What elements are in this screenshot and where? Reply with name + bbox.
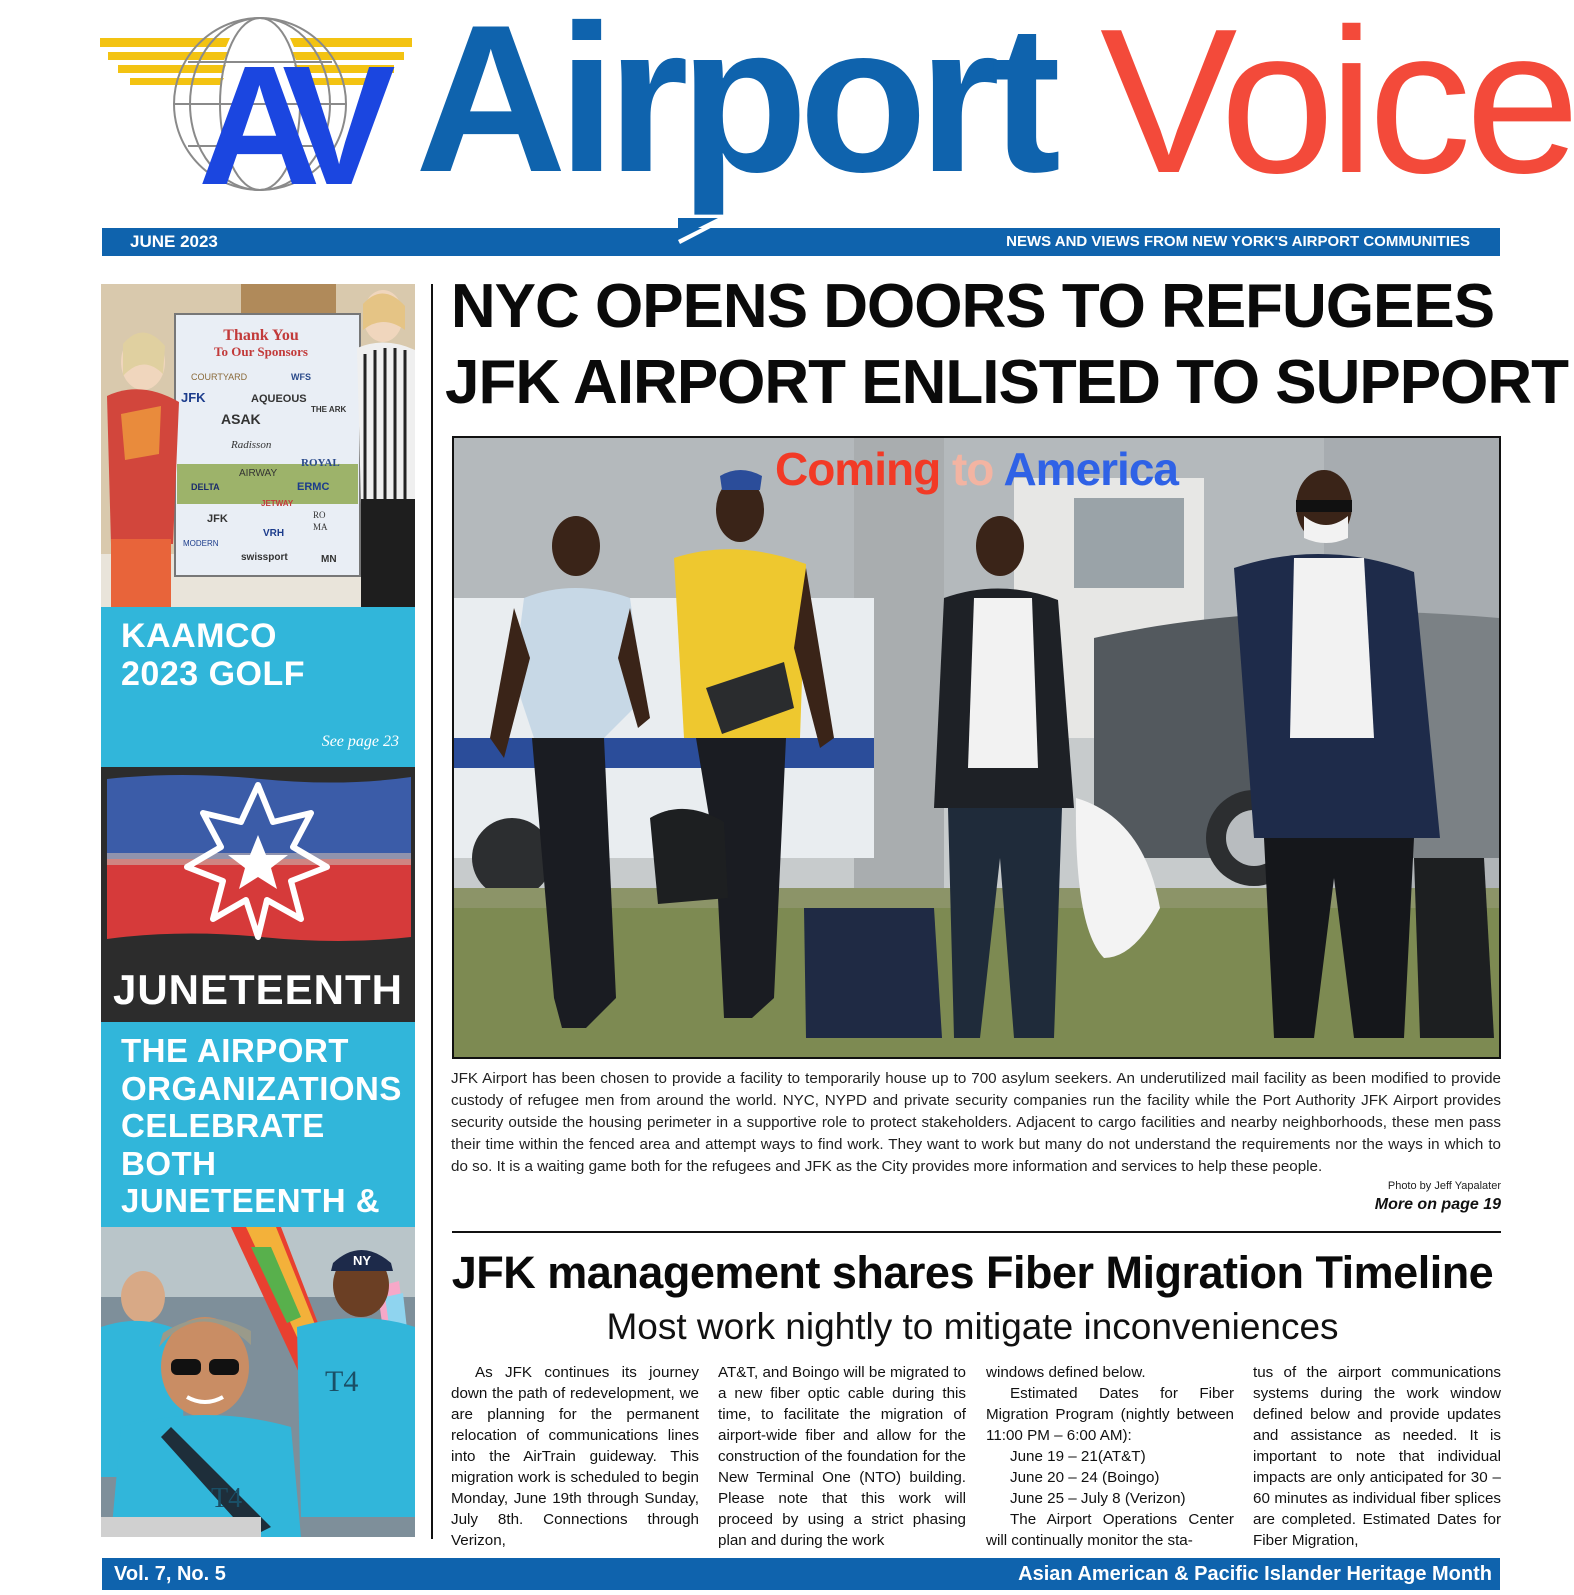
- svg-text:JFK: JFK: [181, 390, 206, 405]
- svg-text:MODERN: MODERN: [183, 539, 219, 548]
- juneteenth-headline: THE AIRPORT ORGANIZATIONS CELEBRATE BOTH JUNETEENTH &: [121, 1032, 402, 1219]
- masthead-title-airport: Airport: [415, 0, 1052, 216]
- issue-date: JUNE 2023: [130, 232, 218, 251]
- pride-photo: [101, 1227, 415, 1537]
- svg-text:AIRWAY: AIRWAY: [239, 468, 278, 479]
- svg-text:NY: NY: [353, 1253, 372, 1268]
- kaamco-photo: [101, 284, 415, 607]
- date-item: June 25 – July 8 (Verizon): [1010, 1490, 1186, 1507]
- lead-headline-line1: NYC OPENS DOORS TO REFUGEES: [450, 272, 1495, 341]
- lead-photo-caption: JFK Airport has been chosen to provide a facility to temporarily house up to 700 asylum seekers. An underutilized mail facility as been modified to provide custody of refugee men from around the world. NYC, NYPD and private security companies run the facility while the Port Authority JFK Airport provides security outside the housing perimeter in a supportive role to protect stakeholders. Adjacent to cargo facilities and nearby neighborhoods, these men pass their time within the fenced area and attempt ways to find work. They want to work but many do not understand the requirements nor the ways in which to do so. It is a waiting game both for the refugees and JFK as the City provides more information and services to help these people.: [451, 1070, 1501, 1175]
- photo-credit: Photo by Jeff Yapalater: [1387, 1180, 1501, 1192]
- svg-text:JETWAY: JETWAY: [261, 499, 294, 508]
- lead-photo: [452, 436, 1501, 1059]
- story-divider: [452, 1231, 1501, 1233]
- juneteenth-panel: [101, 1022, 415, 1227]
- story-column-1: As JFK continues its journey down the path of redevelopment, we are planning for the permanent relocation of communications lines into the AirTrain guideway. This migration work is scheduled to begin Monday, June 19th through Sunday, July 8th. Connections through Verizon,: [451, 1364, 699, 1549]
- svg-text:WFS: WFS: [291, 372, 311, 382]
- svg-text:AQUEOUS: AQUEOUS: [251, 393, 307, 405]
- svg-text:DELTA: DELTA: [191, 482, 220, 492]
- date-item: June 19 – 21(AT&T): [1010, 1448, 1146, 1465]
- juneteenth-wordmark: JUNETEENTH: [112, 966, 404, 1013]
- svg-text:swissport: swissport: [241, 552, 288, 563]
- story-title: JFK management shares Fiber Migration Timeline: [451, 1247, 1494, 1298]
- volume-number: Vol. 7, No. 5: [114, 1563, 226, 1585]
- tagline: NEWS AND VIEWS FROM NEW YORK'S AIRPORT COMMUNITIES: [1006, 233, 1470, 250]
- lead-headline-line2: JFK AIRPORT ENLISTED TO SUPPORT: [445, 348, 1568, 417]
- heritage-month: Asian American & Pacific Islander Heritage Month: [1018, 1563, 1492, 1585]
- story-column-2: AT&T, and Boingo will be migrated to a new fiber optic cable during this time, to facilitate the migration of airport-wide fiber and allow for the construction of the foundation for the New Terminal One (NTO) building. Please note that this work will proceed by using a strict phasing plan and during the work: [718, 1364, 966, 1549]
- svg-text:AV: AV: [198, 31, 370, 221]
- coming-to-america-banner: Coming to America: [774, 443, 1179, 495]
- story-column-3: windows defined below. Estimated Dates for Fiber Migration Program (nightly between 11:00 PM – 6:00 AM): June 19 – 21(AT&T) June 20 – 24 (Boingo) June 25 – July 8 (Verizon) The Airport Operations Center will continually monitor the sta-: [986, 1364, 1234, 1549]
- see-page-link[interactable]: See page 23: [321, 733, 399, 750]
- svg-text:T4: T4: [325, 1365, 359, 1398]
- svg-text:ROYAL: ROYAL: [301, 457, 340, 469]
- more-on-page-link[interactable]: More on page 19: [1374, 1196, 1501, 1213]
- svg-text:MN: MN: [321, 554, 337, 565]
- svg-text:To Our Sponsors: To Our Sponsors: [214, 344, 308, 359]
- svg-text:ERMC: ERMC: [297, 481, 330, 493]
- story-column-4: tus of the airport communications systems during the work window defined below and provide updates and assistance as needed. It is important to note that individual impacts are only anticipated for 30 – 60 minutes as individual fiber splices are completed. Estimated Dates for Fiber Migration,: [1253, 1364, 1501, 1549]
- sponsor-board: [175, 314, 360, 576]
- svg-text:COURTYARD: COURTYARD: [191, 372, 248, 382]
- masthead-bar: [102, 228, 1500, 256]
- date-item: June 20 – 24 (Boingo): [1010, 1469, 1160, 1486]
- svg-text:RO: RO: [313, 510, 326, 520]
- speech-pointer-icon: [668, 218, 728, 246]
- svg-text:JFK: JFK: [207, 513, 228, 525]
- column-rule: [431, 284, 433, 1539]
- svg-text:T4: T4: [211, 1483, 243, 1514]
- kaamco-panel: [101, 607, 415, 767]
- kaamco-headline: KAAMCO 2023 GOLF: [121, 617, 306, 693]
- svg-text:MA: MA: [313, 522, 328, 532]
- av-logo: [100, 12, 420, 221]
- svg-text:Radisson: Radisson: [231, 439, 272, 451]
- svg-text:VRH: VRH: [263, 528, 285, 539]
- svg-text:Thank You: Thank You: [223, 327, 299, 344]
- svg-text:ASAK: ASAK: [221, 411, 261, 427]
- masthead-title-voice: Voice: [1100, 0, 1574, 216]
- svg-text:THE ARK: THE ARK: [311, 405, 347, 414]
- story-subtitle: Most work nightly to mitigate inconveniences: [606, 1306, 1339, 1347]
- juneteenth-flag-panel: [101, 767, 415, 1022]
- footer-bar: [102, 1558, 1500, 1590]
